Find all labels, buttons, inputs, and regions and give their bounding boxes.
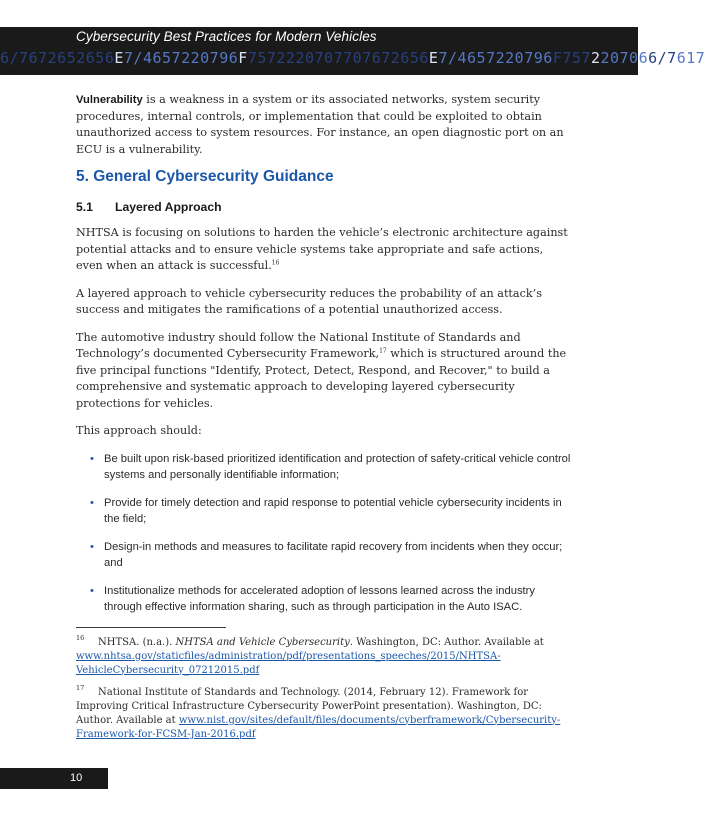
page-header-band xyxy=(0,27,705,75)
code-segment: 7/4657220796 xyxy=(438,49,553,67)
document-title: Cybersecurity Best Practices for Modern Vehicles xyxy=(76,29,377,44)
code-segment: 6/7672652656 xyxy=(0,49,115,67)
bullet-icon: • xyxy=(90,496,94,509)
footnote-ref[interactable]: 17 xyxy=(379,347,387,355)
page-content xyxy=(76,92,572,750)
code-segment: 617 xyxy=(676,49,705,67)
code-segment: 6/7 xyxy=(648,49,677,67)
list-item xyxy=(76,495,572,528)
subsection-number: 5.1 xyxy=(76,199,93,214)
code-segment: E xyxy=(428,49,439,67)
footnote-text: . Washington, DC: Author. Available at xyxy=(349,636,544,648)
page-number: 10 xyxy=(0,768,108,789)
subsection-title: Layered Approach xyxy=(115,199,222,214)
footnote: 17 National Institute of Standards and Technology. (2014, February 12). Framework for Improving Critical Infrastructure Cybersecurity PowerPoint presentation). Washington, DC: Author. Available at www.nist.gov/sites/default/files/documents/cyberframework/Cybersecurity-Framework-for-FCSM-Jan-2016.pdf xyxy=(76,684,561,740)
code-segment: 20706 xyxy=(600,49,649,67)
footnote-title: NHTSA and Vehicle Cybersecurity xyxy=(175,636,350,648)
list-item-text: Institutionalize methods for accelerated adoption of lessons learned across the industry through effective information sharing, such as through participation in the Auto ISAC. xyxy=(104,584,535,613)
paragraph-text: NHTSA is focusing on solutions to harden the vehicle’s electronic architecture against potential attacks and to ensure vehicle systems take appropriate and safe actions, even when an attack is successful. xyxy=(76,226,568,272)
approach-list xyxy=(76,451,572,616)
list-item-text: Be built upon risk-based prioritized identification and protection of safety-critical vehicle control systems and personally identifiable information; xyxy=(104,452,571,481)
code-segment: 7/4657220796 xyxy=(123,49,239,67)
list-item xyxy=(76,539,572,572)
footnote: 16 NHTSA. (n.a.). NHTSA and Vehicle Cybersecurity. Washington, DC: Author. Available at www.nhtsa.gov/staticfiles/administration/pdf/presentations_speeches/2015/NHTSA-VehicleCybersecurity_07212015.pdf xyxy=(76,634,544,676)
footnote-link[interactable]: www.nhtsa.gov/staticfiles/administration/pdf/presentations_speeches/2015/NHTSA-VehicleCybersecurity_07212015.pdf xyxy=(76,650,501,676)
paragraph-text: The automotive industry should follow the National Institute of Standards and Technology’s documented Cybersecurity Framework, xyxy=(76,330,521,360)
section-heading: 5. General Cybersecurity Guidance xyxy=(76,168,334,185)
paragraph-text: which is structured around the five principal functions "Identify, Protect, Detect, Respond, and Recover," to build a comprehensive and systematic approach to developing layered cybersecurity protections for vehicles. xyxy=(76,347,567,410)
paragraph: A layered approach to vehicle cybersecurity reduces the probability of an attack’s success and mitigates the ramifications of a potential unauthorized access. xyxy=(76,286,542,316)
list-item-text: Design-in methods and measures to facilitate rapid recovery from incidents when they occur; and xyxy=(104,540,563,569)
list-item xyxy=(76,451,572,484)
list-item-text: Provide for timely detection and rapid response to potential vehicle cybersecurity incidents in the field; xyxy=(104,496,562,525)
subsection-heading xyxy=(76,199,572,216)
bullet-icon: • xyxy=(90,540,94,553)
definition-text: is a weakness in a system or its associated networks, system security procedures, internal controls, or implementation that could be exploited to obtain unauthorized access to system resources. For instance, an open diagnostic port on an ECU is a vulnerability. xyxy=(76,93,564,156)
footnote-text: National Institute of Standards and Technology. (2014, February 12). Framework for Improving Critical Infrastructure Cybersecurity PowerPoint presentation). Washington, DC: Author. Available at xyxy=(76,686,542,726)
defined-term: Vulnerability xyxy=(76,94,143,106)
footnote-text: NHTSA. (n.a.). xyxy=(98,636,176,648)
paragraph xyxy=(76,225,572,275)
code-segment: F757 xyxy=(552,49,591,67)
code-segment: E xyxy=(114,49,124,67)
vulnerability-definition xyxy=(76,92,572,158)
footnote-link[interactable]: www.nist.gov/sites/default/files/documents/cyberframework/Cybersecurity-Framework-for-FCSM-Jan-2016.pdf xyxy=(76,714,561,740)
bullet-icon: • xyxy=(90,452,94,465)
footnote-ref[interactable]: 16 xyxy=(271,259,280,267)
list-intro: This approach should: xyxy=(76,424,202,437)
bullet-icon: • xyxy=(90,584,94,597)
code-segment: 7572220707707672656 xyxy=(247,49,429,67)
code-segment: 2 xyxy=(590,49,601,67)
code-segment: F xyxy=(238,49,248,67)
list-item xyxy=(76,583,572,616)
footnote-divider xyxy=(76,627,226,628)
paragraph xyxy=(76,330,572,413)
hex-code-strip xyxy=(0,48,705,68)
